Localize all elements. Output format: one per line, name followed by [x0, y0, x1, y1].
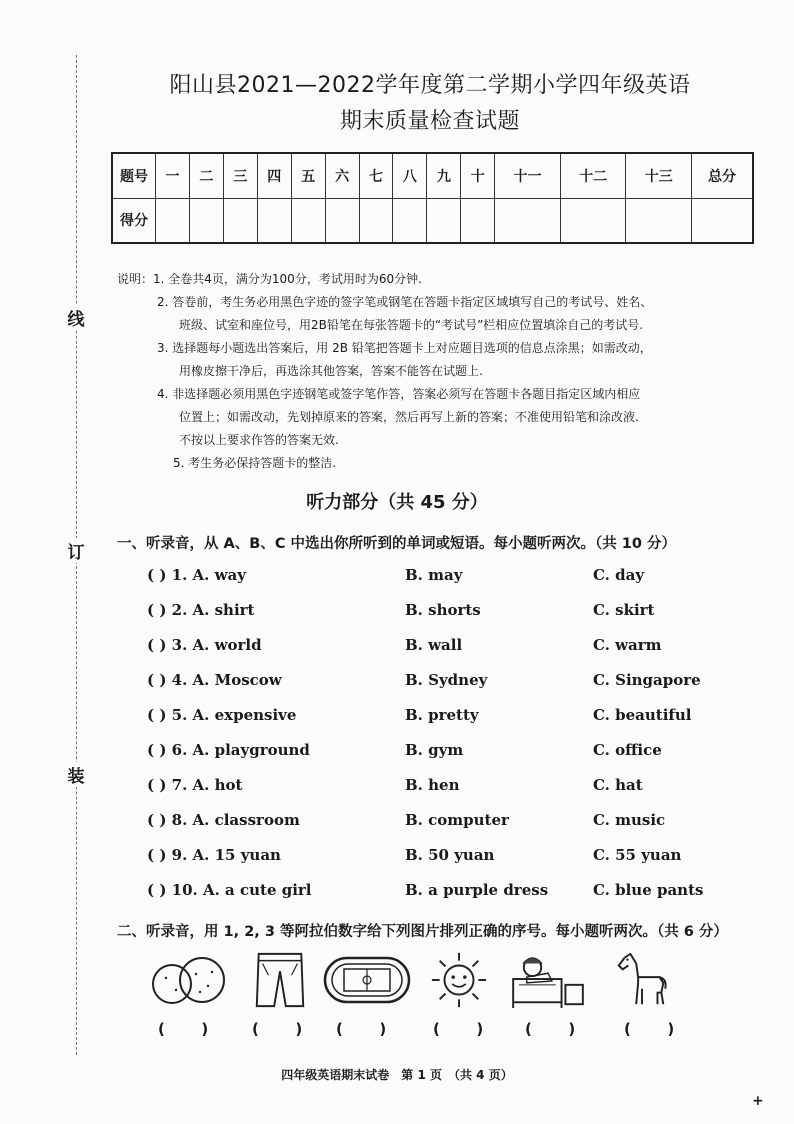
- question1-option-a: ( ) 4. A. Moscow: [147, 671, 282, 689]
- question1-option-b: B. hen: [405, 776, 460, 794]
- instruction-line: 用橡皮擦干净后，再选涂其他答案，答案不能答在试题上.: [179, 364, 483, 378]
- instruction-line: 说明：1. 全卷共4页，满分为100分，考试用时为60分钟.: [117, 272, 422, 286]
- corner-mark: +: [752, 1093, 764, 1109]
- question1-option-b: B. gym: [405, 741, 464, 759]
- question1-option-b: B. may: [405, 566, 463, 584]
- score-cell: 七: [359, 153, 393, 198]
- score-blank[interactable]: [495, 198, 561, 243]
- sun-icon: [428, 950, 490, 1010]
- question1-option-c: C. office: [593, 741, 662, 759]
- question1-item: [147, 601, 747, 623]
- question1-option-c: C. music: [593, 811, 666, 829]
- score-blank[interactable]: [692, 198, 754, 243]
- answer-paren[interactable]: ( ): [252, 1020, 303, 1038]
- question1-item: [147, 566, 747, 588]
- score-cell: 三: [223, 153, 257, 198]
- question1-item: [147, 706, 747, 728]
- answer-paren[interactable]: ( ): [433, 1020, 484, 1038]
- answer-paren[interactable]: ( ): [158, 1020, 209, 1038]
- playground-icon: [322, 950, 412, 1010]
- question1-option-a: ( ) 3. A. world: [147, 636, 262, 654]
- score-cell: 八: [393, 153, 427, 198]
- score-blank[interactable]: [626, 198, 692, 243]
- score-cell: 一: [156, 153, 190, 198]
- score-cell: 六: [325, 153, 359, 198]
- horse-icon: [612, 950, 672, 1010]
- instruction-line: 位置上；如需改动，先划掉原来的答案，然后再写上新的答案；不准使用铅笔和涂改液.: [179, 410, 639, 424]
- question1-option-b: B. 50 yuan: [405, 846, 495, 864]
- question1-option-b: B. a purple dress: [405, 881, 549, 899]
- question1-option-c: C. hat: [593, 776, 643, 794]
- score-cell: 十: [461, 153, 495, 198]
- score-blank[interactable]: [560, 198, 626, 243]
- answer-paren[interactable]: ( ): [336, 1020, 387, 1038]
- score-cell: 五: [291, 153, 325, 198]
- score-blank[interactable]: [461, 198, 495, 243]
- question2-heading: 二、听录音，用 1, 2, 3 等阿拉伯数字给下列图片排列正确的序号。每小题听两次。（共 6 分）: [117, 924, 728, 940]
- score-blank[interactable]: [291, 198, 325, 243]
- question1-item: [147, 776, 747, 798]
- question1-item: [147, 811, 747, 833]
- question1-option-b: B. wall: [405, 636, 463, 654]
- question1-option-c: C. beautiful: [593, 706, 692, 724]
- instruction-line: 3. 选择题每小题选出答案后，用 2B 铅笔把答题卡上对应题目选项的信息点涂黑；如需改动，: [157, 341, 652, 355]
- answer-paren[interactable]: ( ): [624, 1020, 675, 1038]
- score-blank[interactable]: [156, 198, 190, 243]
- score-table-header-row: [112, 153, 753, 198]
- sick-girl-icon: [508, 950, 588, 1010]
- question1-option-c: C. 55 yuan: [593, 846, 682, 864]
- score-blank[interactable]: [257, 198, 291, 243]
- instructions-label: 说明：: [117, 272, 154, 286]
- pants-icon: [250, 950, 310, 1010]
- score-row-label: 得分: [112, 198, 156, 243]
- binding-char-ding: 订: [66, 538, 86, 563]
- question1-item: [147, 846, 747, 868]
- question1-option-b: B. computer: [405, 811, 509, 829]
- instruction-line: 不按以上要求作答的答案无效.: [179, 433, 339, 447]
- instructions: [117, 268, 757, 475]
- question1-item: [147, 741, 747, 763]
- answer-paren[interactable]: ( ): [525, 1020, 576, 1038]
- question1-option-b: B. Sydney: [405, 671, 488, 689]
- score-blank[interactable]: [359, 198, 393, 243]
- score-blank[interactable]: [325, 198, 359, 243]
- question1-item: [147, 671, 747, 693]
- listening-section-title: 听力部分（共 45 分）: [306, 492, 488, 513]
- question1-option-c: C. Singapore: [593, 671, 701, 689]
- exam-title-line1: 阳山县2021—2022学年度第二学期小学四年级英语: [169, 73, 691, 98]
- score-blank[interactable]: [223, 198, 257, 243]
- instruction-line: 5. 考生务必保持答题卡的整洁.: [173, 456, 337, 470]
- question1-option-c: C. day: [593, 566, 645, 584]
- question1-option-b: B. pretty: [405, 706, 479, 724]
- score-table-score-row: [112, 198, 753, 243]
- question1-option-a: ( ) 8. A. classroom: [147, 811, 300, 829]
- score-cell: 题号: [112, 153, 156, 198]
- score-blank[interactable]: [427, 198, 461, 243]
- score-cell: 四: [257, 153, 291, 198]
- question1-option-a: ( ) 10. A. a cute girl: [147, 881, 312, 899]
- oranges-icon: [150, 950, 226, 1010]
- question1-option-a: ( ) 6. A. playground: [147, 741, 310, 759]
- score-cell: 十二: [560, 153, 626, 198]
- question1-option-c: C. blue pants: [593, 881, 704, 899]
- question1-option-a: ( ) 2. A. shirt: [147, 601, 255, 619]
- binding-char-zhuang: 装: [66, 762, 86, 787]
- page-footer: 四年级英语期末试卷 第 1 页 （共 4 页）: [281, 1068, 513, 1082]
- question1-option-a: ( ) 9. A. 15 yuan: [147, 846, 281, 864]
- score-cell: 十一: [495, 153, 561, 198]
- question1-heading: 一、听录音，从 A、B、C 中选出你所听到的单词或短语。每小题听两次。（共 10 分）: [117, 536, 677, 552]
- question1-option-a: ( ) 1. A. way: [147, 566, 246, 584]
- question1-item: [147, 881, 747, 903]
- score-cell: 十三: [626, 153, 692, 198]
- binding-char-xian: 线: [66, 305, 86, 330]
- score-cell: 总分: [692, 153, 754, 198]
- question1-option-b: B. shorts: [405, 601, 481, 619]
- question1-option-c: C. warm: [593, 636, 662, 654]
- instruction-line: 2. 答卷前，考生务必用黑色字迹的签字笔或钢笔在答题卡指定区域填写自己的考试号、姓名、: [157, 295, 653, 309]
- score-blank[interactable]: [189, 198, 223, 243]
- question1-option-a: ( ) 5. A. expensive: [147, 706, 297, 724]
- instruction-line: 4. 非选择题必须用黑色字迹钢笔或签字笔作答，答案必须写在答题卡各题目指定区域内相应: [157, 387, 641, 401]
- score-blank[interactable]: [393, 198, 427, 243]
- instruction-line: 班级、试室和座位号，用2B铅笔在每张答题卡的“考试号”栏相应位置填涂自己的考试号.: [179, 318, 644, 332]
- question1-option-a: ( ) 7. A. hot: [147, 776, 243, 794]
- question1-item: [147, 636, 747, 658]
- score-cell: 九: [427, 153, 461, 198]
- exam-title-line2: 期末质量检查试题: [339, 109, 520, 134]
- score-table: [111, 152, 754, 244]
- score-cell: 二: [189, 153, 223, 198]
- question1-option-c: C. skirt: [593, 601, 655, 619]
